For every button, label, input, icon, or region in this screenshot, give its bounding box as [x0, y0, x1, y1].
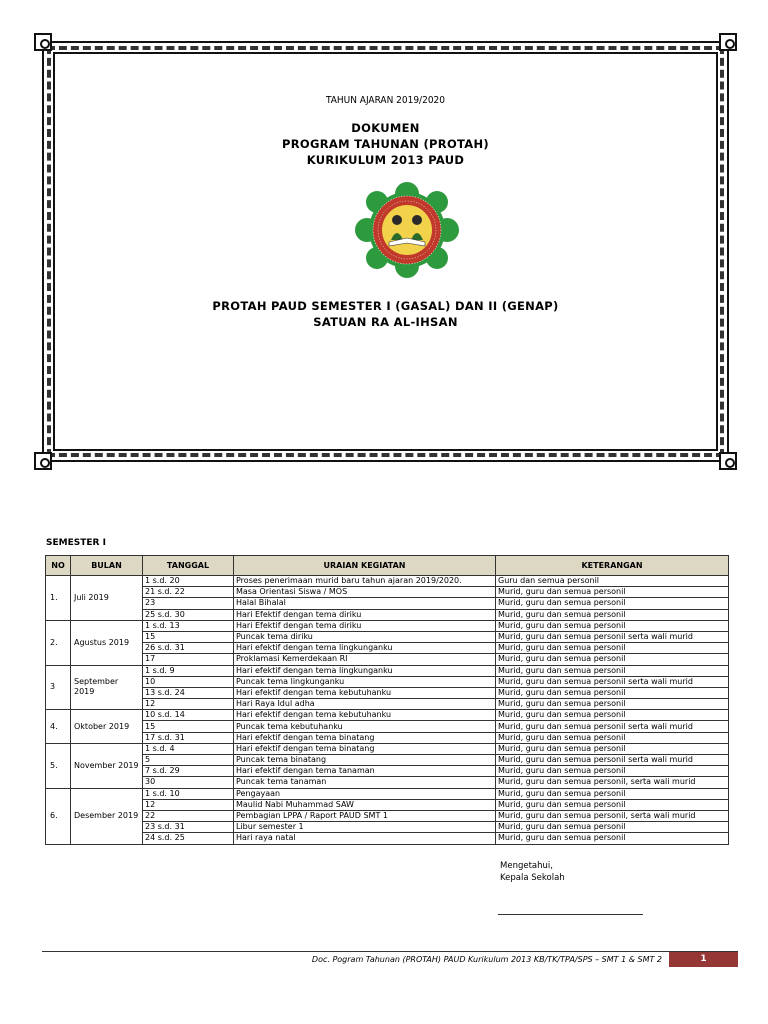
cell-tanggal: 1 s.d. 10 [143, 788, 234, 799]
school-logo [353, 182, 461, 278]
cell-uraian: Hari efektif dengan tema binatang [234, 743, 496, 754]
cell-keterangan: Murid, guru dan semua personil [496, 732, 729, 743]
cell-tanggal: 7 s.d. 29 [143, 766, 234, 777]
table-row [46, 732, 729, 743]
cell-bulan: Oktober 2019 [71, 710, 143, 744]
header-keterangan: KETERANGAN [496, 556, 729, 576]
cell-bulan: Desember 2019 [71, 788, 143, 844]
cell-tanggal: 17 s.d. 31 [143, 732, 234, 743]
table-row [46, 710, 729, 721]
cell-uraian: Pembagian LPPA / Raport PAUD SMT 1 [234, 810, 496, 821]
document-title [55, 120, 716, 168]
cell-uraian: Pengayaan [234, 788, 496, 799]
signature-acknowledge: Mengetahui, [500, 861, 553, 871]
cell-no: 4. [46, 710, 71, 744]
cell-uraian: Proses penerimaan murid baru tahun ajaran 2019/2020. [234, 576, 496, 587]
cell-uraian: Masa Orientasi Siswa / MOS [234, 587, 496, 598]
cell-tanggal: 21 s.d. 22 [143, 587, 234, 598]
cell-uraian: Hari Raya Idul adha [234, 699, 496, 710]
cell-keterangan: Guru dan semua personil [496, 576, 729, 587]
table-row [46, 587, 729, 598]
signature-line [498, 914, 643, 915]
cell-uraian: Hari efektif dengan tema kebutuhanku [234, 710, 496, 721]
cell-tanggal: 24 s.d. 25 [143, 833, 234, 844]
table-row [46, 743, 729, 754]
cell-keterangan: Murid, guru dan semua personil serta wali murid [496, 721, 729, 732]
title-line: PROGRAM TAHUNAN (PROTAH) [282, 137, 489, 151]
cell-uraian: Puncak tema binatang [234, 755, 496, 766]
cell-keterangan: Murid, guru dan semua personil [496, 665, 729, 676]
table-row [46, 799, 729, 810]
cell-no: 3 [46, 665, 71, 710]
cell-tanggal: 5 [143, 755, 234, 766]
cell-keterangan: Murid, guru dan semua personil [496, 609, 729, 620]
table-header-row [46, 556, 729, 576]
cell-tanggal: 1 s.d. 4 [143, 743, 234, 754]
cell-keterangan: Murid, guru dan semua personil [496, 643, 729, 654]
cell-keterangan: Murid, guru dan semua personil [496, 822, 729, 833]
table-row [46, 721, 729, 732]
cell-tanggal: 1 s.d. 9 [143, 665, 234, 676]
subtitle-line: SATUAN RA AL-IHSAN [313, 315, 458, 329]
cell-uraian: Hari raya natal [234, 833, 496, 844]
cell-no: 5. [46, 743, 71, 788]
cell-uraian: Hari Efektif dengan tema diriku [234, 620, 496, 631]
cell-uraian: Maulid Nabi Muhammad SAW [234, 799, 496, 810]
cell-keterangan: Murid, guru dan semua personil [496, 710, 729, 721]
cell-keterangan: Murid, guru dan semua personil serta wali murid [496, 755, 729, 766]
footer-rule [42, 951, 738, 952]
cell-tanggal: 30 [143, 777, 234, 788]
cell-tanggal: 25 s.d. 30 [143, 609, 234, 620]
cell-uraian: Hari efektif dengan tema tanaman [234, 766, 496, 777]
table-row [46, 788, 729, 799]
signature-block [500, 860, 565, 884]
title-line: DOKUMEN [351, 121, 420, 135]
table-row [46, 810, 729, 821]
cell-uraian: Hari Efektif dengan tema diriku [234, 609, 496, 620]
cell-keterangan: Murid, guru dan semua personil [496, 743, 729, 754]
frame-inner-panel [53, 52, 718, 451]
cell-tanggal: 15 [143, 631, 234, 642]
cell-tanggal: 17 [143, 654, 234, 665]
footer-doc-title: Doc. Pogram Tahunan (PROTAH) PAUD Kurikulum 2013 KB/TK/TPA/SPS – SMT 1 & SMT 2 [311, 955, 662, 964]
table-row [46, 676, 729, 687]
cell-keterangan: Murid, guru dan semua personil serta wali murid [496, 631, 729, 642]
cell-tanggal: 22 [143, 810, 234, 821]
cell-uraian: Libur semester 1 [234, 822, 496, 833]
frame-corner-ornament [34, 452, 52, 470]
cell-keterangan: Murid, guru dan semua personil [496, 587, 729, 598]
cell-bulan: Juli 2019 [71, 576, 143, 621]
cell-uraian: Puncak tema lingkunganku [234, 676, 496, 687]
table-row [46, 654, 729, 665]
frame-corner-ornament [34, 33, 52, 51]
cell-tanggal: 23 s.d. 31 [143, 822, 234, 833]
cell-keterangan: Murid, guru dan semua personil [496, 766, 729, 777]
table-row [46, 576, 729, 587]
cell-tanggal: 10 s.d. 14 [143, 710, 234, 721]
subtitle-line: PROTAH PAUD SEMESTER I (GASAL) DAN II (GENAP) [212, 299, 559, 313]
cell-no: 1. [46, 576, 71, 621]
table-row [46, 833, 729, 844]
table-row [46, 755, 729, 766]
cell-uraian: Hari efektif dengan tema kebutuhanku [234, 687, 496, 698]
cell-uraian: Halal Bihalal [234, 598, 496, 609]
table-row [46, 609, 729, 620]
cell-bulan: November 2019 [71, 743, 143, 788]
cell-uraian: Proklamasi Kemerdekaan RI [234, 654, 496, 665]
table-row [46, 598, 729, 609]
cell-bulan: September 2019 [71, 665, 143, 710]
table-row [46, 777, 729, 788]
cell-keterangan: Murid, guru dan semua personil [496, 788, 729, 799]
cell-tanggal: 12 [143, 699, 234, 710]
cell-tanggal: 10 [143, 676, 234, 687]
cell-uraian: Puncak tema tanaman [234, 777, 496, 788]
table-row [46, 665, 729, 676]
semester-heading: SEMESTER I [46, 538, 106, 548]
cell-keterangan: Murid, guru dan semua personil [496, 654, 729, 665]
table-row [46, 687, 729, 698]
header-bulan: BULAN [71, 556, 143, 576]
cell-tanggal: 12 [143, 799, 234, 810]
cell-uraian: Hari efektif dengan tema binatang [234, 732, 496, 743]
cell-keterangan: Murid, guru dan semua personil [496, 598, 729, 609]
header-uraian: URAIAN KEGIATAN [234, 556, 496, 576]
cell-keterangan: Murid, guru dan semua personil [496, 699, 729, 710]
table-row [46, 620, 729, 631]
academic-year: TAHUN AJARAN 2019/2020 [326, 95, 445, 106]
cell-tanggal: 26 s.d. 31 [143, 643, 234, 654]
cell-keterangan: Murid, guru dan semua personil [496, 687, 729, 698]
cell-keterangan: Murid, guru dan semua personil [496, 620, 729, 631]
cell-keterangan: Murid, guru dan semua personil, serta wali murid [496, 810, 729, 821]
cell-keterangan: Murid, guru dan semua personil [496, 833, 729, 844]
cell-tanggal: 23 [143, 598, 234, 609]
table-row [46, 643, 729, 654]
cell-tanggal: 1 s.d. 20 [143, 576, 234, 587]
cell-uraian: Puncak tema kebutuhanku [234, 721, 496, 732]
cell-uraian: Hari efektif dengan tema lingkunganku [234, 665, 496, 676]
frame-corner-ornament [719, 452, 737, 470]
table-row [46, 699, 729, 710]
header-no: NO [46, 556, 71, 576]
cell-tanggal: 13 s.d. 24 [143, 687, 234, 698]
cell-keterangan: Murid, guru dan semua personil serta wali murid [496, 676, 729, 687]
cell-no: 6. [46, 788, 71, 844]
cell-tanggal: 1 s.d. 13 [143, 620, 234, 631]
table-row [46, 822, 729, 833]
header-tanggal: TANGGAL [143, 556, 234, 576]
page-number: 1 [669, 952, 738, 967]
cell-uraian: Hari efektif dengan tema lingkunganku [234, 643, 496, 654]
table-row [46, 766, 729, 777]
cell-keterangan: Murid, guru dan semua personil [496, 799, 729, 810]
frame-corner-ornament [719, 33, 737, 51]
cell-uraian: Puncak tema diriku [234, 631, 496, 642]
cell-bulan: Agustus 2019 [71, 620, 143, 665]
protah-subtitle [55, 298, 716, 330]
title-line: KURIKULUM 2013 PAUD [306, 153, 465, 167]
signature-role: Kepala Sekolah [500, 873, 565, 883]
cell-no: 2. [46, 620, 71, 665]
schedule-table [45, 555, 729, 845]
cover-frame [34, 33, 737, 470]
schedule-body [46, 576, 729, 845]
table-row [46, 631, 729, 642]
cell-keterangan: Murid, guru dan semua personil, serta wali murid [496, 777, 729, 788]
cell-tanggal: 15 [143, 721, 234, 732]
